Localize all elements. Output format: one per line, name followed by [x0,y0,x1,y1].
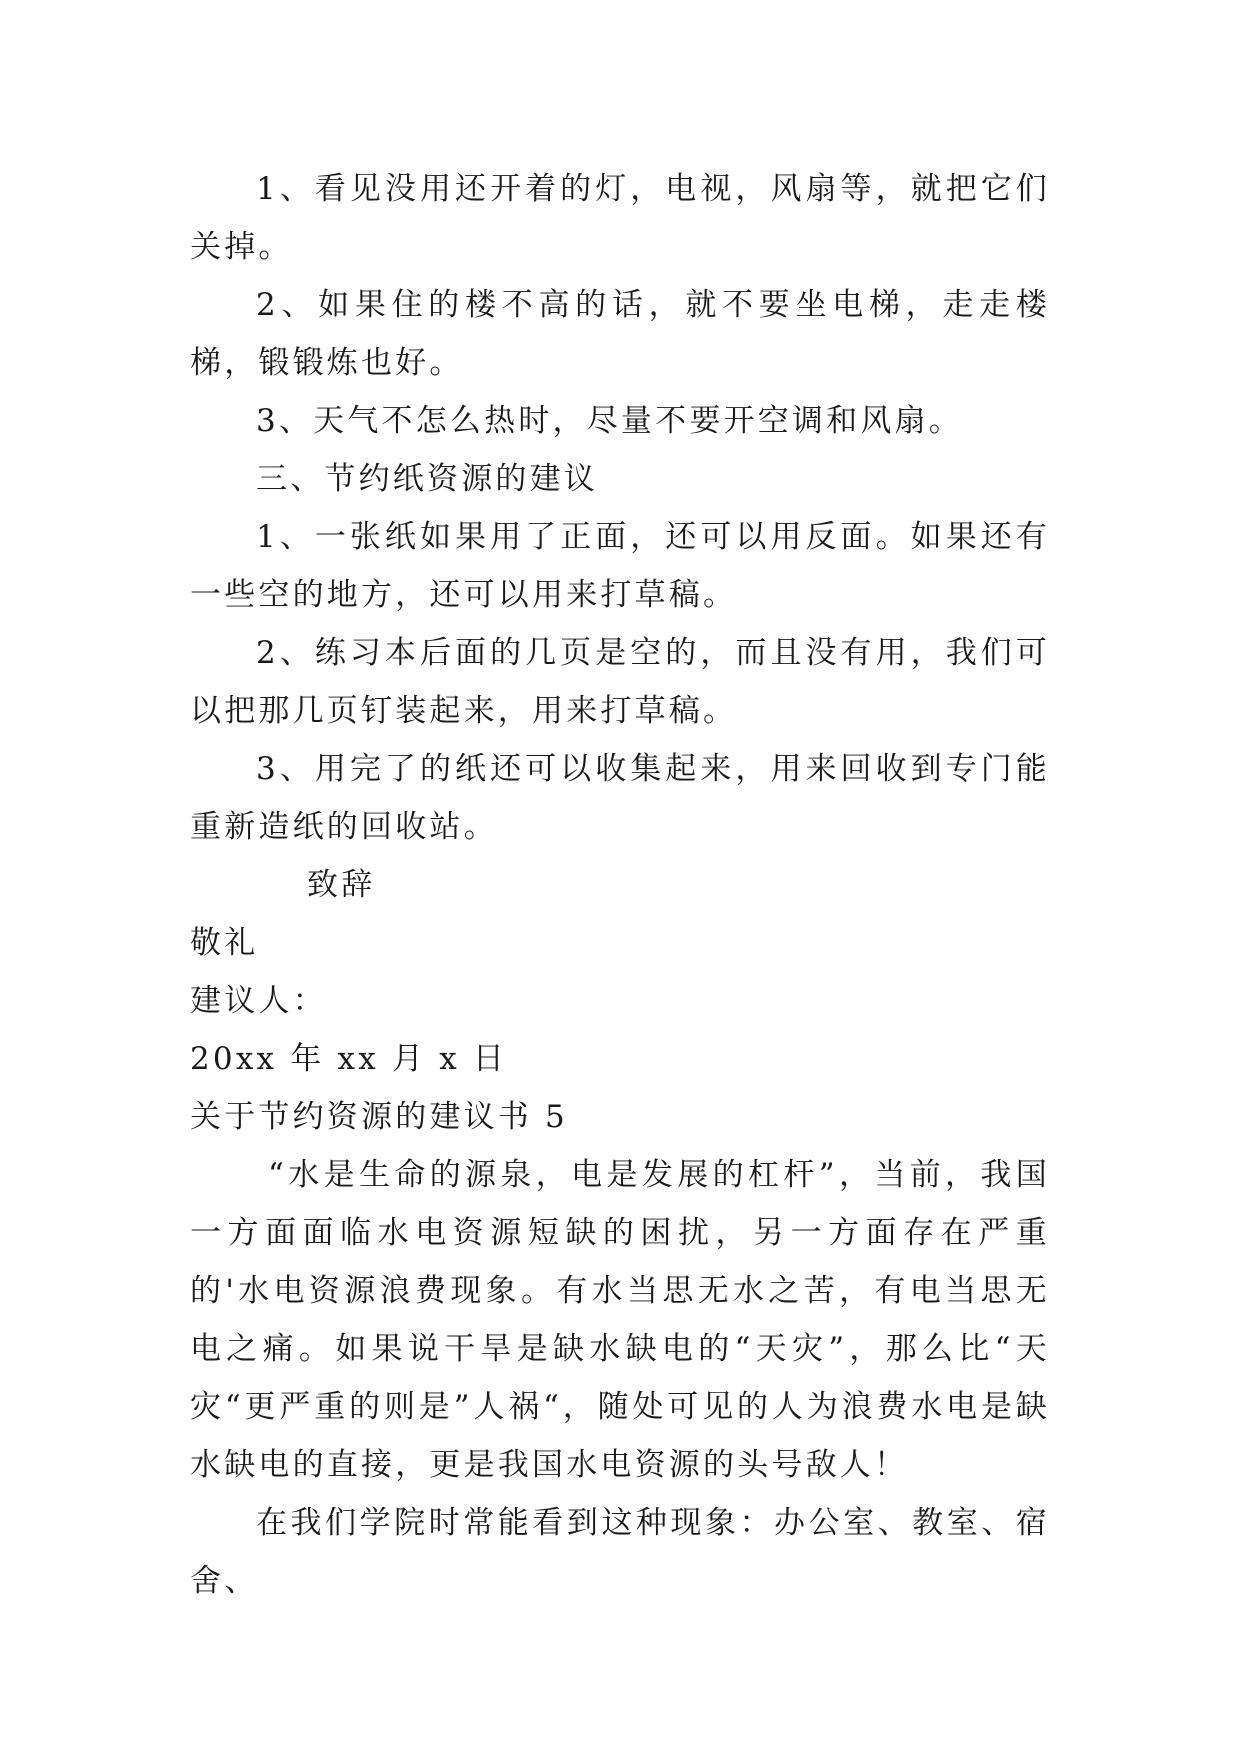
paragraph-save-electricity-3: 3、天气不怎么热时，尽量不要开空调和风扇。 [256,403,963,439]
paragraph-save-paper-3: 3、用完了的纸还可以收集起来，用来回收到专门能重新造纸的回收站。 [190,751,1050,845]
paragraph-campus-observation: 在我们学院时常能看到这种现象：办公室、教室、宿舍、 [190,1505,1050,1599]
paragraph-save-paper-1: 1、一张纸如果用了正面，还可以用反面。如果还有一些空的地方，还可以用来打草稿。 [190,519,1050,613]
paragraph-save-electricity-2: 2、如果住的楼不高的话，就不要坐电梯，走走楼梯，锻锻炼也好。 [190,287,1050,381]
section-title: 关于节约资源的建议书 5 [190,1099,568,1135]
section-heading-paper: 三、节约纸资源的建议 [256,461,598,497]
document-body [190,160,1050,1610]
closing-regards: 敬礼 [190,925,259,961]
date-line: 20xx 年 xx 月 x 日 [190,1041,508,1077]
closing-salutation: 致辞 [307,867,376,903]
paragraph-save-electricity-1: 1、看见没用还开着的灯，电视，风扇等，就把它们关掉。 [190,171,1050,265]
signature-label: 建议人： [190,983,327,1019]
paragraph-save-paper-2: 2、练习本后面的几页是空的，而且没有用，我们可以把那几页钉装起来，用来打草稿。 [190,635,1050,729]
paragraph-water-electricity: “水是生命的源泉，电是发展的杠杆”，当前，我国一方面面临水电资源短缺的困扰，另一方面存在严重的'水电资源浪费现象。有水当思无水之苦，有电当思无电之痛。如果说干旱是缺水缺电的“天灾”，那么比“天灾“更严重的则是”人祸“，随处可见的人为浪费水电是缺水缺电的直接，更是我国水电资源的头号敌人！ [190,1157,1050,1483]
